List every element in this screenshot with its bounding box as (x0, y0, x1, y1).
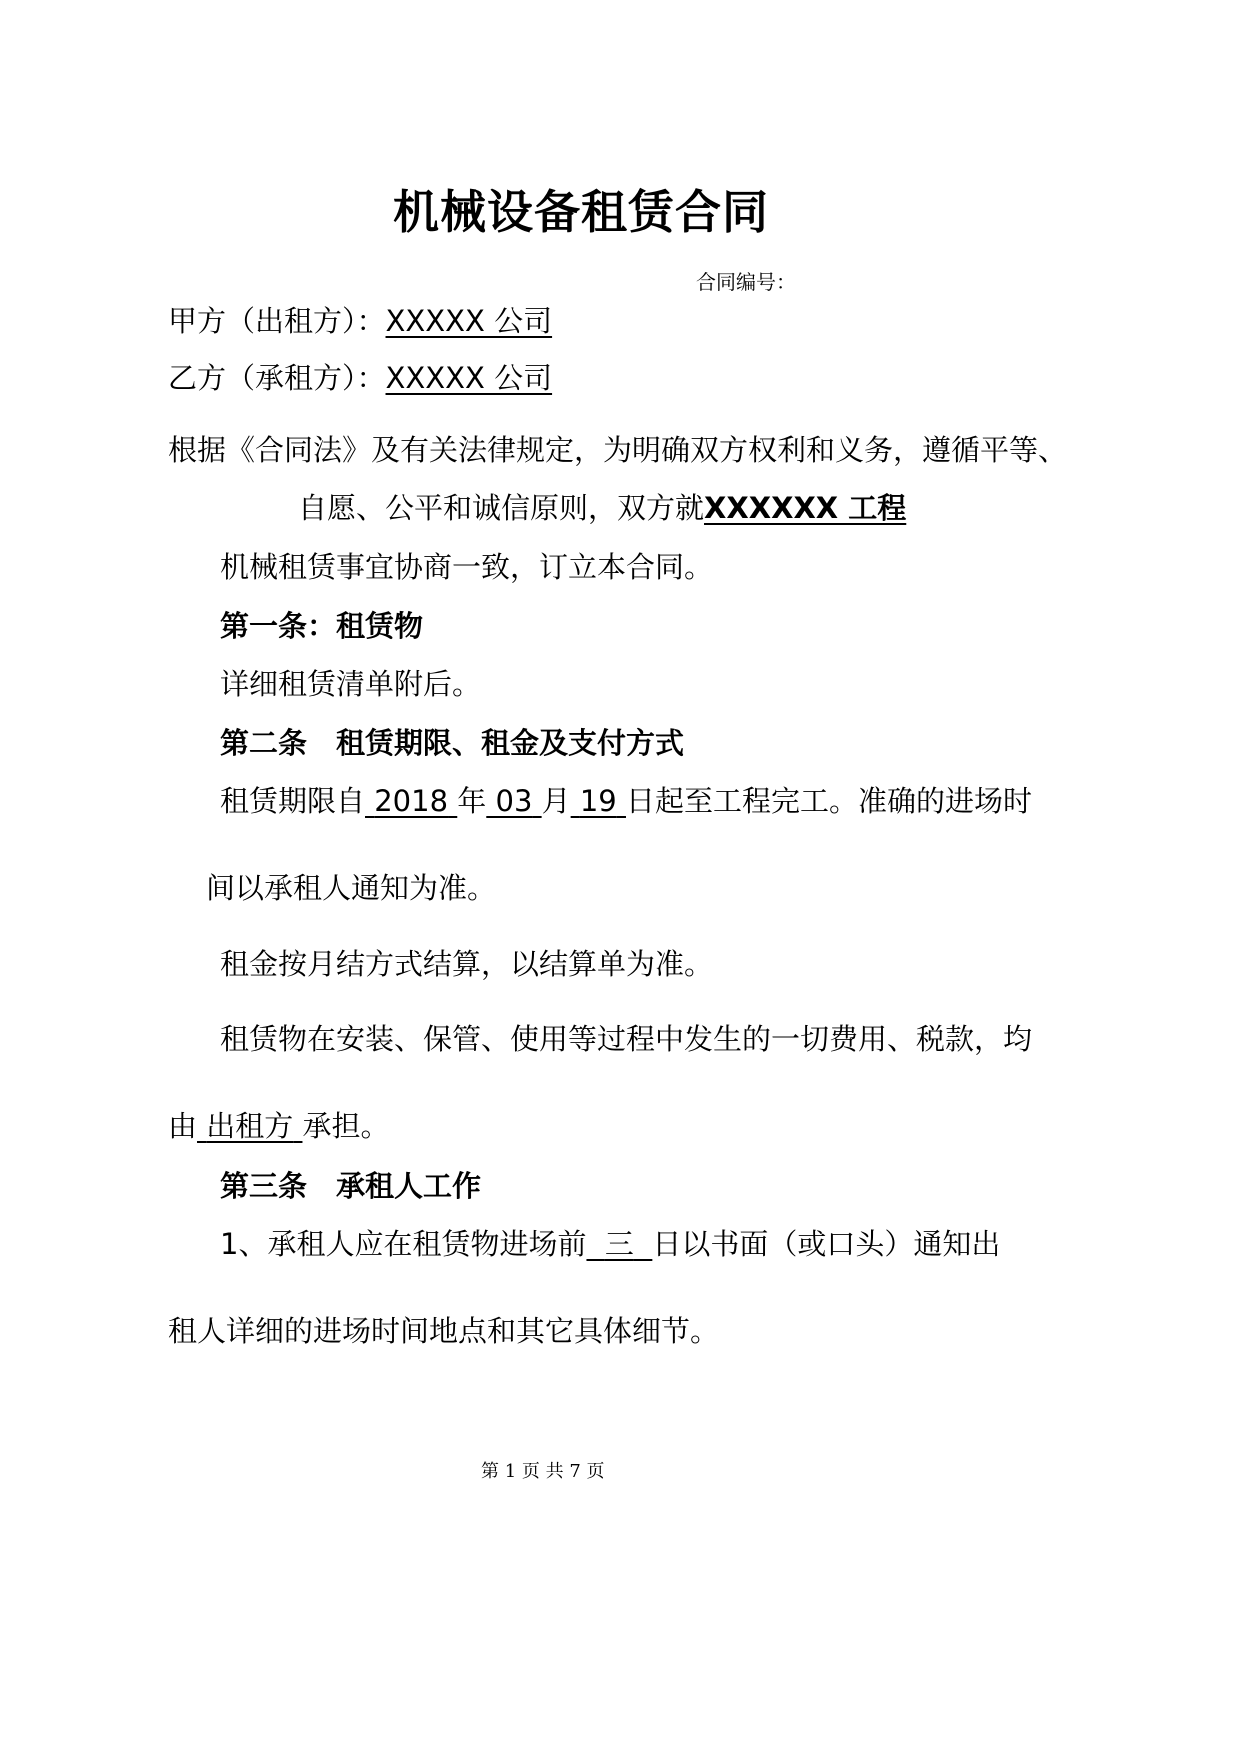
party-a-line (168, 299, 552, 340)
rent-settlement-text: 租金按月结方式结算，以结算单为准。 (220, 947, 714, 981)
lease-start-year (365, 784, 457, 818)
article-2-heading: 第二条 租赁期限、租金及支付方式 (220, 726, 685, 760)
party-b-label: 乙方（承租方）： (168, 361, 386, 395)
notice-days (586, 1227, 652, 1261)
lease-start-month (486, 784, 541, 818)
party-b-value: XXXXX 公司 (385, 361, 553, 395)
party-a-label: 甲方（出租方）： (168, 304, 386, 338)
preamble-line-2 (298, 486, 906, 527)
article-1-text: 详细租赁清单附后。 (220, 667, 482, 701)
article-3-heading: 第三条 承租人工作 (220, 1169, 482, 1203)
article-3-item-1-line-2: 租人详细的进场时间地点和其它具体细节。 (168, 1314, 720, 1348)
lease-period-suffix: 日起至工程完工。准确的进场时 (625, 784, 1032, 818)
preamble-line-2-text: 自愿、公平和诚信原则，双方就 (298, 491, 705, 525)
lease-period-prefix: 租赁期限自 (220, 784, 366, 818)
lease-start-month-value: 03 (495, 784, 533, 818)
party-a-value: XXXXX 公司 (385, 304, 553, 338)
document-title: 机械设备租赁合同 (393, 185, 769, 239)
lease-start-day (571, 784, 626, 818)
year-unit: 年 (457, 784, 487, 818)
article-1-heading: 第一条：租赁物 (220, 609, 424, 643)
page-number-footer: 第 1 页 共 7 页 (481, 1461, 605, 1482)
item-1-suffix: 日以书面（或口头）通知出 (652, 1227, 1001, 1261)
cost-bearing-party-value: 出租方 (206, 1109, 294, 1143)
project-name: XXXXXX 工程 (704, 491, 907, 525)
lease-period-line-2: 间以承租人通知为准。 (206, 871, 497, 905)
month-unit: 月 (541, 784, 571, 818)
article-3-item-1 (220, 1222, 1000, 1263)
cost-suffix: 承担。 (302, 1109, 390, 1143)
contract-number-label: 合同编号： (696, 270, 796, 294)
preamble-line-3: 机械租赁事宜协商一致，订立本合同。 (220, 550, 714, 584)
cost-line-2 (168, 1104, 389, 1145)
lease-start-day-value: 19 (579, 784, 617, 818)
lease-start-year-value: 2018 (374, 784, 449, 818)
notice-days-value: 三 (604, 1227, 634, 1261)
party-b-line (168, 356, 552, 397)
item-1-prefix: 1、承租人应在租赁物进场前 (220, 1227, 587, 1261)
lease-period-line (220, 779, 1032, 820)
preamble-line-1: 根据《合同法》及有关法律规定，为明确双方权利和义务，遵循平等、 (168, 433, 1068, 467)
cost-prefix: 由 (168, 1109, 198, 1143)
cost-bearing-party (197, 1109, 302, 1143)
cost-line-1: 租赁物在安装、保管、使用等过程中发生的一切费用、税款，均 (220, 1022, 1033, 1056)
